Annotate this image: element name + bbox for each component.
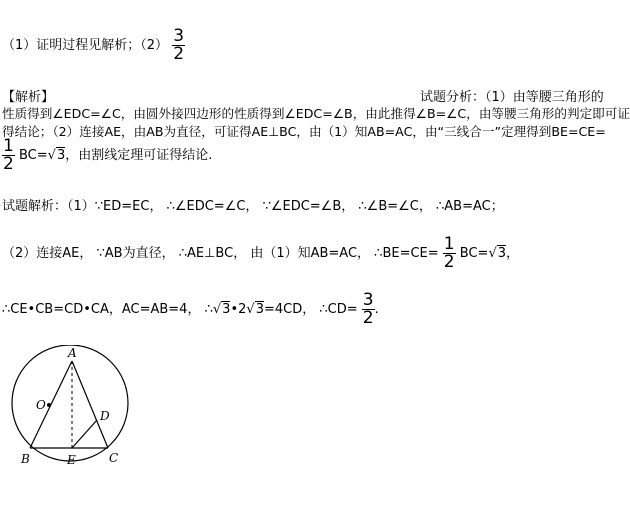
solution-line1: 试题解析：（1）∵ED=EC， ∴∠EDC=∠C， ∵∠EDC=∠B， ∴∠B=∠C， ∴AB=AC； bbox=[2, 199, 504, 214]
solution-line2-bc: BC= bbox=[459, 246, 489, 261]
solution-line3-mid: •2 bbox=[230, 302, 247, 317]
label-d: D bbox=[100, 409, 110, 423]
solution-line2-pre: （2）连接AE， ∵AB为直径， ∴AE⊥BC， 由（1）知AB=AC， ∴BE=CE= bbox=[2, 246, 439, 261]
circle-o bbox=[12, 345, 128, 461]
solution-line3-eq: =4CD， ∴CD= bbox=[263, 302, 358, 317]
answer-text: （1）证明过程见解析；（2） bbox=[2, 38, 169, 53]
analysis-tail: ，由割线定理可证得结论. bbox=[65, 148, 213, 163]
label-o: O bbox=[36, 398, 46, 412]
geometry-figure bbox=[0, 345, 135, 470]
analysis-intro: 试题分析：（1）由等腰三角形的 bbox=[420, 90, 604, 105]
solution-line2-fraction bbox=[443, 236, 456, 271]
label-a: A bbox=[68, 346, 77, 360]
analysis-line3: 得结论；（2）连接AE，由AB为直径，可证得AE⊥BC，由（1）知AB=AC，由“三线合一”定理得到BE=CE= bbox=[2, 124, 606, 139]
analysis-line4 bbox=[2, 138, 212, 173]
solution-line2-sqrt: √3 bbox=[488, 246, 507, 261]
analysis-line2: 性质得到∠EDC=∠C，由圆外接四边形的性质得到∠EDC=∠B，由此推得∠B=∠C，由等腰三角形的判定即可证 bbox=[2, 106, 630, 121]
segment-ac bbox=[72, 361, 108, 448]
center-point bbox=[47, 403, 51, 407]
segment-ed bbox=[72, 420, 97, 448]
solution-line3-sqrt1: √3 bbox=[212, 302, 231, 317]
analysis-label: 【解析】 bbox=[2, 90, 55, 105]
analysis-frac-num: 1 bbox=[3, 136, 14, 156]
solution-line3-den: 2 bbox=[362, 308, 374, 328]
solution-line2-sqrt-val: 3 bbox=[497, 246, 507, 261]
solution-line2-num: 1 bbox=[443, 234, 455, 254]
analysis-sqrt-val: 3 bbox=[56, 148, 66, 163]
solution-line3 bbox=[2, 292, 379, 327]
solution-line3-sqrt2-val: 3 bbox=[255, 302, 264, 317]
analysis-frac-den: 2 bbox=[3, 154, 14, 174]
analysis-bc: BC= bbox=[18, 148, 48, 163]
solution-line3-sqrt1-val: 3 bbox=[222, 302, 231, 317]
solution-line3-sqrt2: √3 bbox=[246, 302, 264, 317]
answer-line bbox=[2, 28, 185, 63]
solution-line3-fraction bbox=[362, 292, 375, 327]
solution-line2-end: ， bbox=[506, 246, 520, 261]
answer-frac-num: 3 bbox=[173, 26, 185, 46]
label-b: B bbox=[21, 452, 30, 466]
solution-line2-den: 2 bbox=[443, 252, 455, 272]
solution-line3-end: . bbox=[374, 302, 379, 317]
label-c: C bbox=[109, 451, 119, 465]
solution-line3-pre: ∴CE•CB=CD•CA，AC=AB=4， ∴ bbox=[2, 302, 213, 317]
solution-line2 bbox=[2, 236, 519, 271]
label-e: E bbox=[67, 453, 76, 467]
analysis-sqrt: √3 bbox=[47, 148, 66, 163]
answer-fraction bbox=[172, 28, 185, 63]
analysis-fraction bbox=[2, 138, 15, 173]
answer-frac-den: 2 bbox=[173, 44, 185, 64]
solution-line3-num: 3 bbox=[362, 290, 374, 310]
